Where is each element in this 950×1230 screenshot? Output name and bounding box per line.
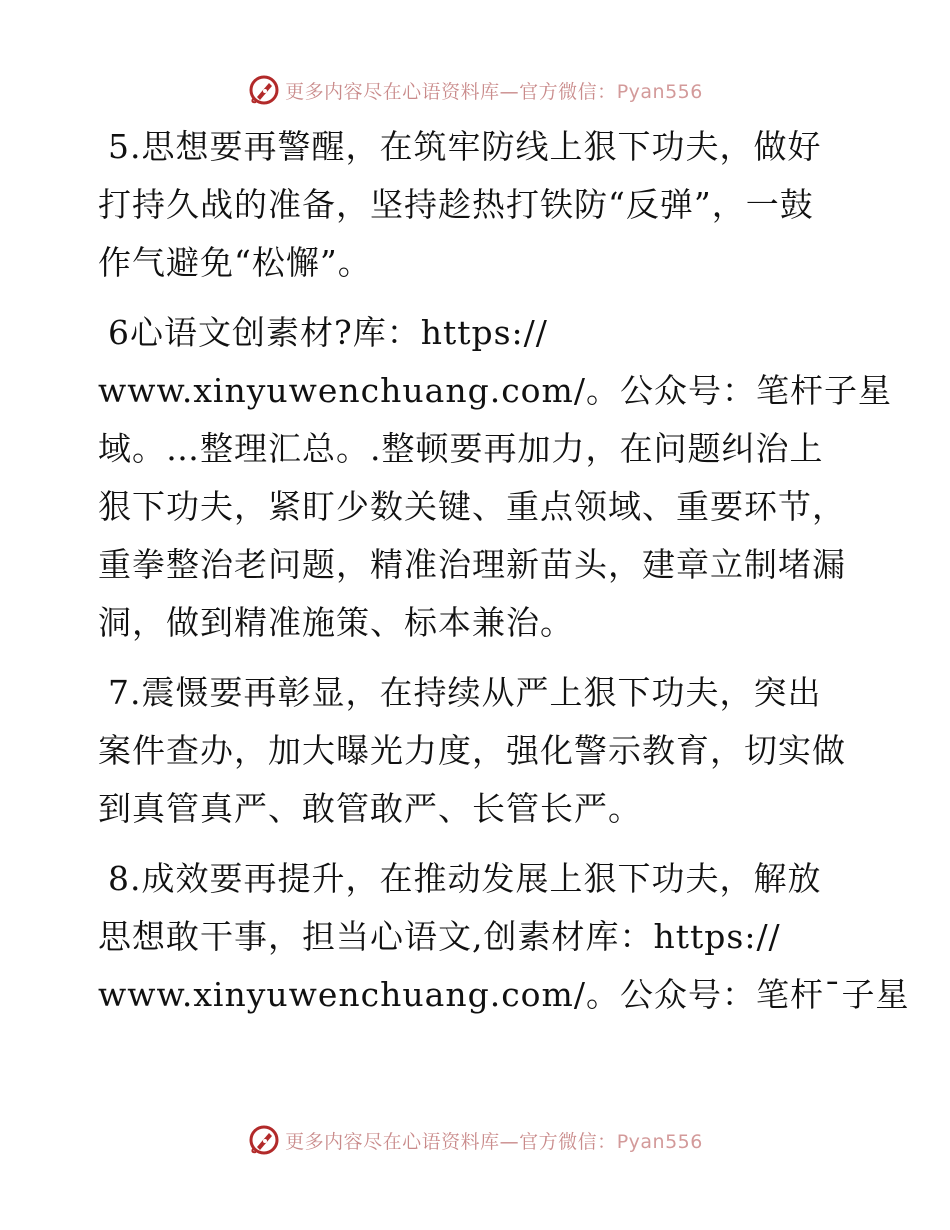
text-line: www.xinyuwenchuang.com/。公众号：笔杆¯子星 — [98, 975, 910, 1014]
text-line: 思想敢干事，担当心语文,创素材库：https:// — [98, 917, 781, 956]
text-line: 案件查办，加大曝光力度，强化警示教育，切实做 — [98, 731, 846, 770]
header-banner — [0, 70, 950, 110]
document-body — [98, 118, 910, 1036]
header-separator: — — [499, 80, 520, 103]
text-line: 重拳整治老问题，精准治理新苗头，建章立制堵漏 — [98, 545, 846, 584]
header-wechat-id: Pyan556 — [616, 80, 703, 103]
text-line: 洞，做到精准施策、标本兼治。 — [98, 603, 574, 642]
paragraph-7 — [98, 664, 858, 838]
header-brand: 更多内容尽在心语资料库 — [285, 80, 500, 103]
text-line: 7.震慑要再彰显，在持续从严上狠下功夫，突出 — [108, 673, 822, 712]
paragraph-8 — [98, 850, 910, 1024]
text-line: 到真管真严、敢管敢严、长管长严。 — [98, 789, 642, 828]
text-line: 6心语文创素材?库：https:// — [108, 313, 548, 352]
pen-nib-logo-icon — [247, 73, 281, 107]
text-line: 域。…整理汇总。.整顿要再加力，在问题纠治上 — [98, 429, 824, 468]
text-line: 5.思想要再警醒，在筑牢防线上狠下功夫，做好 — [108, 127, 822, 166]
footer-banner — [0, 1120, 950, 1160]
footer-wechat-id: Pyan556 — [616, 1130, 703, 1153]
text-line: 打持久战的准备，坚持趁热打铁防“反弹”，一鼓 — [98, 185, 814, 224]
paragraph-5 — [98, 118, 858, 292]
footer-brand: 更多内容尽在心语资料库 — [285, 1130, 500, 1153]
header-text — [285, 77, 703, 104]
footer-text — [285, 1127, 703, 1154]
text-line: 狠下功夫，紧盯少数关键、重点领域、重要环节， — [98, 487, 846, 526]
paragraph-6 — [98, 304, 892, 652]
text-line: 8.成效要再提升，在推动发展上狠下功夫，解放 — [108, 859, 822, 898]
header-wechat-label: 官方微信： — [519, 80, 617, 103]
text-line: 作气避免“松懈”。 — [98, 243, 372, 282]
text-line: www.xinyuwenchuang.com/。公众号：笔杆子星 — [98, 371, 892, 410]
pen-nib-logo-icon — [247, 1123, 281, 1157]
footer-wechat-label: 官方微信： — [519, 1130, 617, 1153]
footer-separator: — — [499, 1130, 520, 1153]
